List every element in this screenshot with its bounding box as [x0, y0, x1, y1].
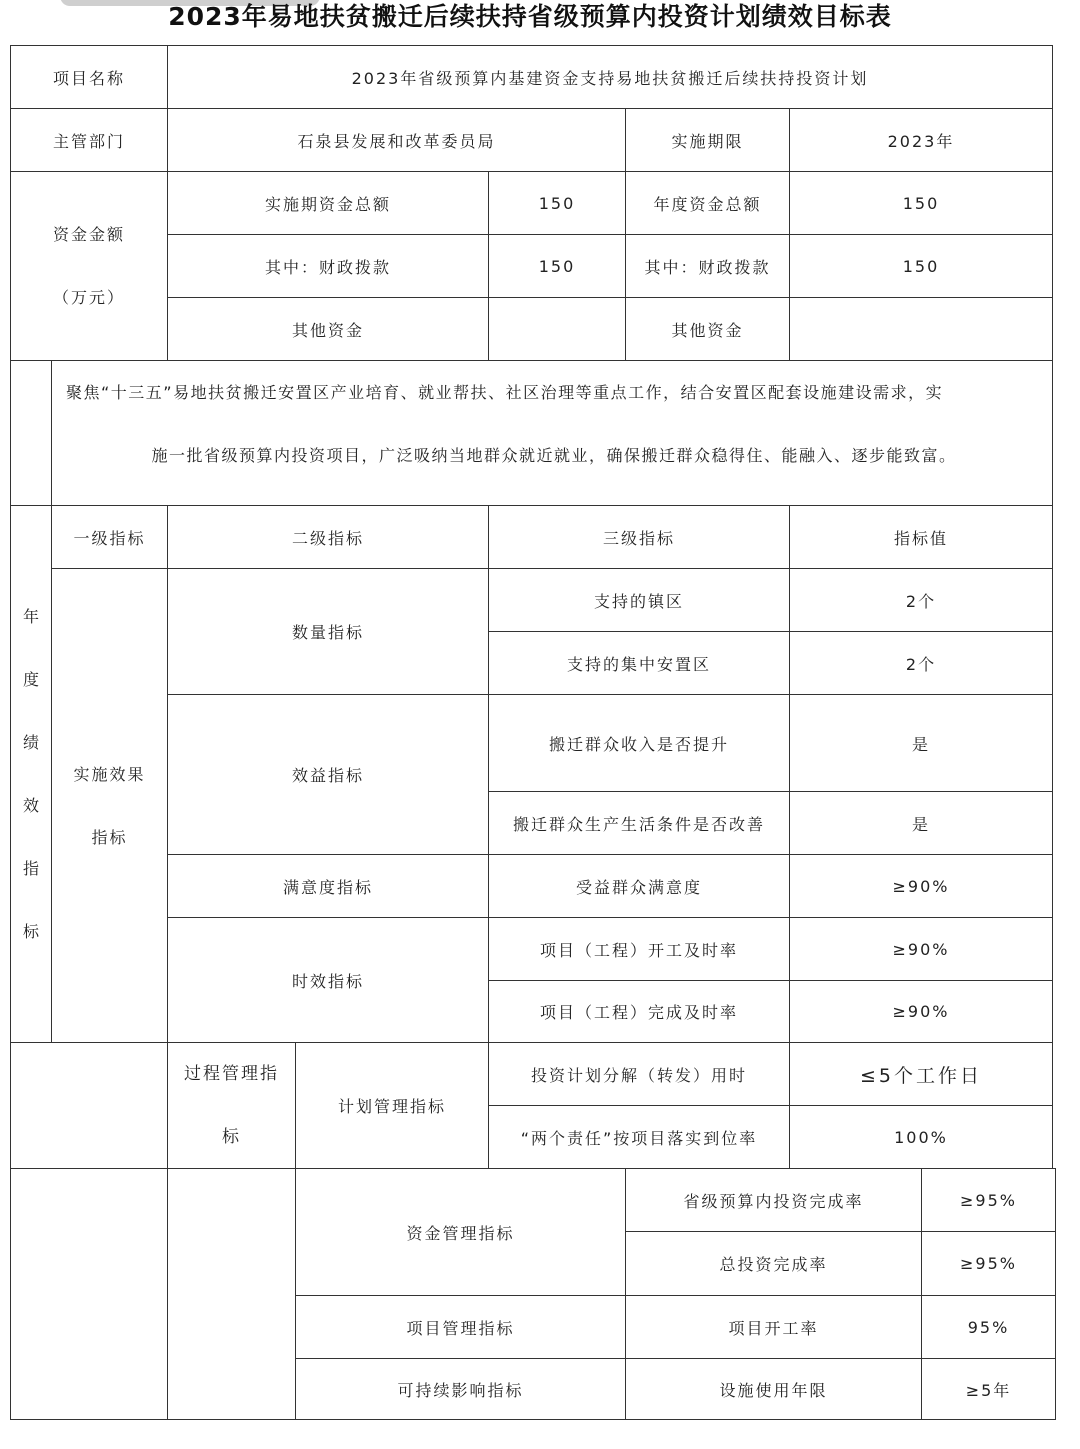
- lower-left-blank-2: [167, 1168, 296, 1420]
- project-mgmt-item-1-name: [625, 1295, 922, 1359]
- funds-label: [10, 171, 168, 361]
- quantity-item-2-name: [488, 631, 790, 695]
- benefit-indicator-label: [167, 694, 489, 855]
- header-level3: [488, 505, 790, 569]
- other-funds-value-1: [488, 297, 626, 361]
- capital-item-1-value: [921, 1168, 1056, 1232]
- dept-label: [10, 108, 168, 172]
- capital-item-2-value: [921, 1231, 1056, 1296]
- sustain-indicator-label: [295, 1358, 626, 1420]
- timeliness-item-1-name: [488, 917, 790, 981]
- plan-item-2-name: [488, 1105, 790, 1169]
- quantity-item-1-name-text: 支持的镇区: [593, 591, 684, 611]
- period-value-text: 2023年: [887, 131, 955, 151]
- satisfaction-indicator-label: [167, 854, 489, 918]
- plan-item-2-value: [789, 1105, 1053, 1169]
- capital-item-1-value-text: ≥95%: [960, 1190, 1017, 1210]
- other-funds-label-1-text: 其他资金: [291, 320, 364, 340]
- fiscal-label-2-text: 其中：财政拨款: [644, 257, 771, 277]
- benefit-item-2-value: [789, 791, 1053, 855]
- quantity-item-2-value: [789, 631, 1053, 695]
- process-label-line1: 过程管理指: [184, 1063, 279, 1084]
- quantity-item-1-value-text: 2个: [905, 591, 937, 611]
- timeliness-item-1-name-text: 项目（工程）开工及时率: [539, 940, 738, 960]
- other-funds-label-1: [167, 297, 489, 361]
- funds-annual-value-text: 150: [902, 193, 940, 213]
- sustain-item-1-value: [921, 1358, 1056, 1420]
- side-char: 效: [22, 796, 39, 815]
- fiscal-value-2-text: 150: [902, 256, 940, 276]
- dept-label-text: 主管部门: [52, 131, 125, 151]
- fiscal-label-2: [625, 234, 790, 298]
- funds-annual-value: [789, 171, 1053, 235]
- timeliness-item-2-name-text: 项目（工程）完成及时率: [539, 1003, 738, 1022]
- sustain-item-1-name-text: 设施使用年限: [719, 1380, 828, 1400]
- header-level2: [167, 505, 489, 569]
- quantity-label-text: 数量指标: [291, 623, 364, 642]
- benefit-item-1-name-text: 搬迁群众收入是否提升: [548, 734, 729, 754]
- other-funds-value-2: [789, 297, 1053, 361]
- period-label: [625, 108, 790, 172]
- dept-value: [167, 108, 626, 172]
- plan-item-1-value: [789, 1042, 1053, 1106]
- effect-label-line2: 指标: [91, 827, 128, 847]
- capital-item-1-name: [625, 1168, 922, 1232]
- benefit-item-2-name: [488, 791, 790, 855]
- benefit-item-1-name: [488, 694, 790, 792]
- benefit-item-2-name-text: 搬迁群众生产生活条件是否改善: [512, 814, 765, 834]
- goal-text-line2: 施一批省级预算内投资项目，广泛吸纳当地群众就近就业，确保搬迁群众稳得住、能融入、逐步能致富。: [151, 446, 957, 465]
- plan-item-2-name-text: “两个责任”按项目落实到位率: [520, 1128, 758, 1148]
- timeliness-item-2-name: [488, 980, 790, 1043]
- capital-item-2-name-text: 总投资完成率: [719, 1255, 828, 1274]
- quantity-item-2-name-text: 支持的集中安置区: [566, 654, 711, 674]
- quantity-item-2-value-text: 2个: [905, 654, 937, 674]
- plan-item-2-value-text: 100%: [894, 1127, 948, 1147]
- fiscal-value-1-text: 150: [538, 256, 576, 276]
- funds-label-line2: （万元）: [52, 288, 125, 307]
- other-funds-label-2-text: 其他资金: [671, 320, 744, 340]
- satisfaction-item-1-name-text: 受益群众满意度: [575, 877, 702, 897]
- fiscal-label-1-text: 其中：财政拨款: [264, 257, 391, 277]
- capital-item-2-name: [625, 1231, 922, 1296]
- benefit-item-2-value-text: 是: [911, 814, 930, 834]
- project-mgmt-item-1-name-text: 项目开工率: [728, 1318, 819, 1338]
- effect-indicator-label: [51, 568, 168, 1043]
- capital-indicator-label: [295, 1168, 626, 1296]
- period-value: [789, 108, 1053, 172]
- satisfaction-label-text: 满意度指标: [282, 877, 373, 897]
- capital-label-text: 资金管理指标: [406, 1223, 515, 1243]
- sustain-label-text: 可持续影响指标: [397, 1380, 524, 1400]
- benefit-item-1-value: [789, 694, 1053, 792]
- fiscal-value-2: [789, 234, 1053, 298]
- side-char: 标: [22, 922, 39, 941]
- quantity-indicator-label: [167, 568, 489, 695]
- process-label-line2: 标: [222, 1126, 241, 1147]
- funds-total-value-text: 150: [538, 193, 576, 213]
- project-mgmt-item-1-value-text: 95%: [967, 1317, 1010, 1337]
- project-mgmt-label-text: 项目管理指标: [406, 1318, 515, 1338]
- fiscal-label-1: [167, 234, 489, 298]
- plan-item-1-name-text: 投资计划分解（转发）用时: [530, 1065, 747, 1085]
- side-char: 度: [22, 670, 39, 689]
- project-mgmt-indicator-label: [295, 1295, 626, 1359]
- capital-item-1-name-text: 省级预算内投资完成率: [683, 1191, 864, 1211]
- process-left-blank: [10, 1042, 168, 1169]
- sustain-item-1-name: [625, 1358, 922, 1420]
- project-name-value: [167, 45, 1053, 109]
- annual-indicator-side-label: [10, 505, 52, 1043]
- project-mgmt-item-1-value: [921, 1295, 1056, 1359]
- plan-indicator-label: [295, 1042, 489, 1169]
- capital-item-2-value-text: ≥95%: [960, 1254, 1017, 1273]
- header-value-text: 指标值: [893, 528, 948, 548]
- timeliness-item-1-value-text: ≥90%: [892, 939, 950, 959]
- header-level1-text: 一级指标: [73, 528, 146, 548]
- side-char: 指: [22, 859, 39, 878]
- funds-total-value: [488, 171, 626, 235]
- satisfaction-item-1-value: [789, 854, 1053, 918]
- dept-value-text: 石泉县发展和改革委员局: [297, 131, 496, 151]
- other-funds-label-2: [625, 297, 790, 361]
- funds-total-label-text: 实施期资金总额: [264, 194, 391, 214]
- side-char: 年: [22, 607, 39, 626]
- project-name-label-text: 项目名称: [52, 68, 125, 88]
- period-label-text: 实施期限: [671, 131, 744, 151]
- benefit-label-text: 效益指标: [291, 766, 364, 785]
- satisfaction-item-1-value-text: ≥90%: [892, 876, 950, 896]
- header-level2-text: 二级指标: [291, 528, 364, 548]
- plan-item-1-value-text: ≤5个工作日: [859, 1064, 982, 1087]
- page-title: 2023年易地扶贫搬迁后续扶持省级预算内投资计划绩效目标表: [168, 2, 892, 31]
- quantity-item-1-name: [488, 568, 790, 632]
- timeliness-indicator-label: [167, 917, 489, 1043]
- project-name-value-text: 2023年省级预算内基建资金支持易地扶贫搬迁后续扶持投资计划: [351, 68, 869, 88]
- timeliness-label-text: 时效指标: [291, 971, 364, 991]
- goal-text: [51, 360, 1053, 506]
- effect-label-line1: 实施效果: [73, 764, 146, 784]
- goal-left-cell: [10, 360, 52, 506]
- plan-label-text: 计划管理指标: [337, 1097, 446, 1116]
- fiscal-value-1: [488, 234, 626, 298]
- plan-item-1-name: [488, 1042, 790, 1106]
- funds-total-label: [167, 171, 489, 235]
- goal-text-line1: 聚焦“十三五”易地扶贫搬迁安置区产业培育、就业帮扶、社区治理等重点工作，结合安置区配套设施建设需求，实: [66, 383, 944, 402]
- funds-annual-label-text: 年度资金总额: [653, 194, 762, 214]
- timeliness-item-2-value: [789, 980, 1053, 1043]
- lower-left-blank-1: [10, 1168, 168, 1420]
- timeliness-item-1-value: [789, 917, 1053, 981]
- timeliness-item-2-value-text: ≥90%: [892, 1002, 950, 1021]
- funds-annual-label: [625, 171, 790, 235]
- header-level3-text: 三级指标: [602, 528, 675, 548]
- satisfaction-item-1-name: [488, 854, 790, 918]
- funds-label-line1: 资金金额: [52, 225, 125, 244]
- header-level1: [51, 505, 168, 569]
- header-value: [789, 505, 1053, 569]
- process-indicator-label: [167, 1042, 296, 1169]
- project-name-label: [10, 45, 168, 109]
- benefit-item-1-value-text: 是: [911, 734, 930, 754]
- quantity-item-1-value: [789, 568, 1053, 632]
- sustain-item-1-value-text: ≥5年: [965, 1380, 1012, 1400]
- side-char: 绩: [22, 733, 39, 752]
